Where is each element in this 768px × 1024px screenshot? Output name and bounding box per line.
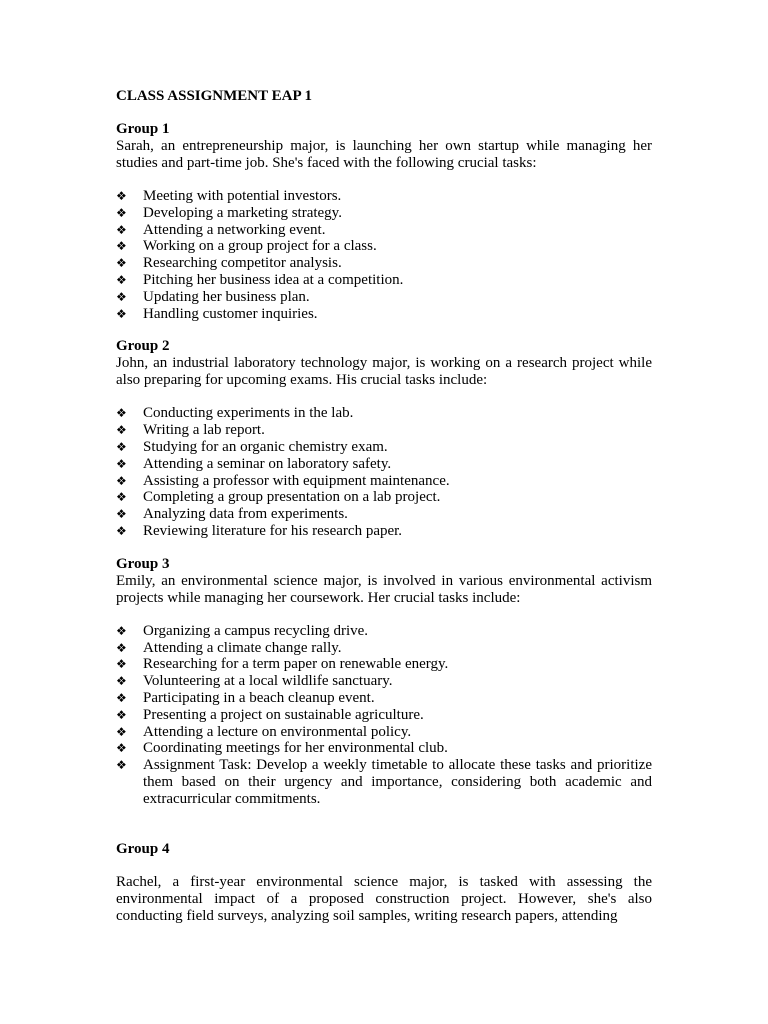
task-text: Assisting a professor with equipment maintenance. — [143, 472, 450, 489]
task-text: Attending a climate change rally. — [143, 639, 342, 656]
task-list — [116, 405, 652, 539]
diamond-bullet-icon: ❖ — [116, 674, 127, 689]
task-text: Organizing a campus recycling drive. — [143, 622, 369, 639]
task-item — [116, 724, 652, 741]
task-list — [116, 623, 652, 808]
group-4-section — [116, 841, 652, 925]
diamond-bullet-icon: ❖ — [116, 456, 127, 471]
diamond-bullet-icon: ❖ — [116, 657, 127, 672]
diamond-bullet-icon: ❖ — [116, 623, 127, 638]
task-text: Attending a lecture on environmental policy. — [143, 723, 412, 740]
task-text: Attending a networking event. — [143, 221, 326, 238]
diamond-bullet-icon: ❖ — [116, 523, 127, 538]
document-title: CLASS ASSIGNMENT EAP 1 — [116, 88, 313, 104]
task-item — [116, 690, 652, 707]
task-item — [116, 422, 652, 439]
group-intro: John, an industrial laboratory technology major, is working on a research project while also preparing for upcoming exams. His crucial tasks include: — [116, 355, 652, 389]
task-text: Meeting with potential investors. — [143, 188, 342, 204]
group-intro: Emily, an environmental science major, is involved in various environmental activism projects while managing her coursework. Her crucial tasks include: — [116, 572, 652, 606]
group-3-section — [116, 556, 652, 808]
group-intro: Sarah, an entrepreneurship major, is launching her own startup while managing her studies and part-time job. She's faced with the following crucial tasks: — [116, 138, 652, 171]
task-text: Participating in a beach cleanup event. — [143, 689, 375, 706]
task-item — [116, 205, 652, 222]
document-page — [116, 88, 652, 941]
group-heading: Group 3 — [116, 555, 170, 572]
task-item — [116, 489, 652, 506]
diamond-bullet-icon: ❖ — [116, 724, 127, 739]
group-intro: Rachel, a first-year environmental science major, is tasked with assessing the environmental impact of a proposed construction project. However, she's also conducting field surveys, analyzing soil samples, writing research papers, attending — [116, 873, 652, 924]
task-item — [116, 523, 652, 540]
task-text: Developing a marketing strategy. — [143, 204, 342, 221]
diamond-bullet-icon: ❖ — [116, 289, 127, 304]
task-item — [116, 473, 652, 490]
task-item — [116, 707, 652, 724]
task-item — [116, 405, 652, 422]
task-text: Analyzing data from experiments. — [143, 506, 348, 523]
task-item — [116, 222, 652, 239]
task-item — [116, 656, 652, 673]
task-item — [116, 439, 652, 456]
task-text: Working on a group project for a class. — [143, 238, 377, 255]
task-text: Conducting experiments in the lab. — [143, 405, 354, 422]
task-text: Assignment Task: Develop a weekly timetable to allocate these tasks and prioritize them based on their urgency and importance, considering both academic and extracurricular commitments. — [143, 757, 652, 807]
task-text: Reviewing literature for his research paper. — [143, 522, 403, 539]
group-heading: Group 1 — [116, 121, 170, 137]
group-heading: Group 4 — [116, 840, 170, 857]
diamond-bullet-icon: ❖ — [116, 256, 127, 271]
task-item — [116, 289, 652, 306]
task-text: Attending a seminar on laboratory safety. — [143, 455, 392, 472]
task-item — [116, 673, 652, 690]
diamond-bullet-icon: ❖ — [116, 239, 127, 254]
diamond-bullet-icon: ❖ — [116, 690, 127, 705]
diamond-bullet-icon: ❖ — [116, 222, 127, 237]
diamond-bullet-icon: ❖ — [116, 272, 127, 287]
task-text: Volunteering at a local wildlife sanctuary. — [143, 673, 393, 690]
task-item — [116, 188, 652, 205]
task-item — [116, 740, 652, 757]
assignment-task-item — [116, 757, 652, 807]
diamond-bullet-icon: ❖ — [116, 507, 127, 522]
diamond-bullet-icon: ❖ — [116, 758, 127, 773]
task-text: Handling customer inquiries. — [143, 305, 318, 322]
task-list — [116, 188, 652, 322]
task-item — [116, 506, 652, 523]
task-text: Studying for an organic chemistry exam. — [143, 438, 388, 455]
task-item — [116, 272, 652, 289]
task-text: Pitching her business idea at a competition. — [143, 271, 404, 288]
group-heading: Group 2 — [116, 338, 170, 355]
diamond-bullet-icon: ❖ — [116, 205, 127, 220]
task-text: Presenting a project on sustainable agriculture. — [143, 706, 424, 723]
task-item — [116, 255, 652, 272]
task-item — [116, 238, 652, 255]
group-2-section — [116, 338, 652, 539]
task-text: Researching for a term paper on renewable energy. — [143, 656, 449, 673]
diamond-bullet-icon: ❖ — [116, 439, 127, 454]
task-item — [116, 623, 652, 640]
diamond-bullet-icon: ❖ — [116, 707, 127, 722]
diamond-bullet-icon: ❖ — [116, 741, 127, 756]
group-1-section — [116, 121, 652, 322]
task-item — [116, 640, 652, 657]
task-item — [116, 306, 652, 323]
task-text: Researching competitor analysis. — [143, 255, 342, 272]
task-item — [116, 456, 652, 473]
diamond-bullet-icon: ❖ — [116, 490, 127, 505]
diamond-bullet-icon: ❖ — [116, 640, 127, 655]
task-text: Completing a group presentation on a lab project. — [143, 489, 441, 506]
diamond-bullet-icon: ❖ — [116, 306, 127, 321]
diamond-bullet-icon: ❖ — [116, 189, 127, 203]
task-text: Updating her business plan. — [143, 288, 310, 305]
diamond-bullet-icon: ❖ — [116, 423, 127, 438]
task-text: Coordinating meetings for her environmental club. — [143, 740, 448, 757]
section-spacer — [116, 824, 652, 841]
diamond-bullet-icon: ❖ — [116, 406, 127, 421]
task-text: Writing a lab report. — [143, 422, 265, 439]
diamond-bullet-icon: ❖ — [116, 473, 127, 488]
